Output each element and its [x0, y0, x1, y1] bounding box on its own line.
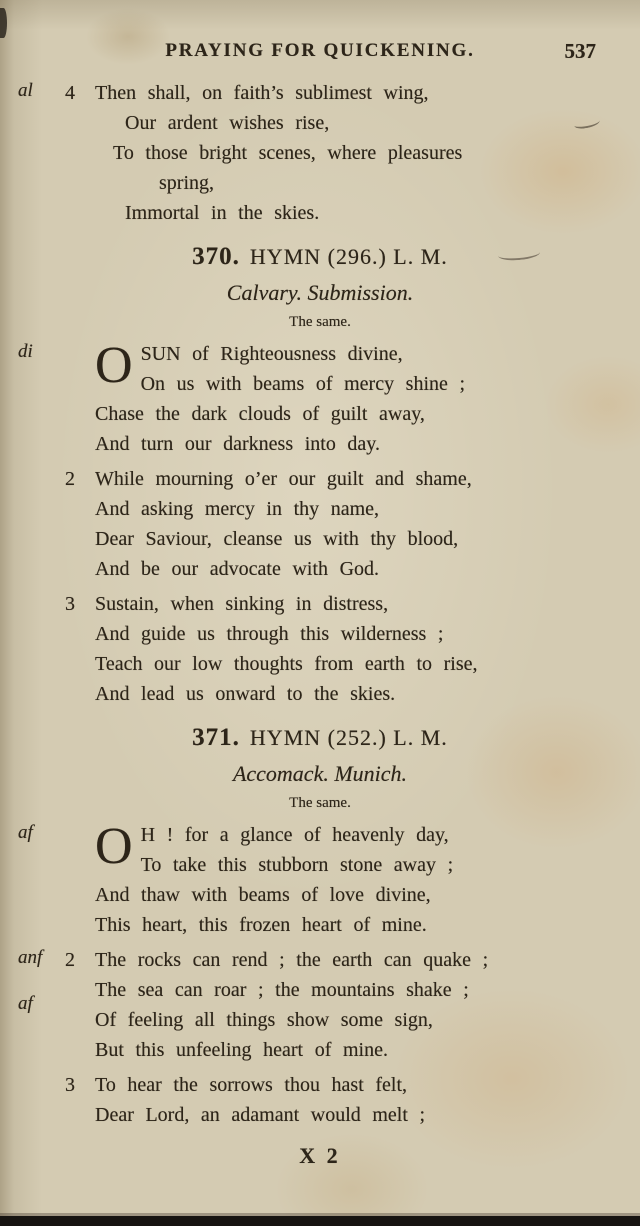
hymn-370-verse-1 — [18, 337, 614, 459]
hymn-number: 371. — [192, 724, 240, 751]
verse-line: Chase the dark clouds of guilt away, — [95, 403, 425, 425]
verse-number: 3 — [65, 593, 75, 615]
continued-verse-4 — [18, 78, 614, 228]
verse-line: To take this stubborn stone away ; — [140, 854, 454, 876]
verse-line: And asking mercy in thy name, — [95, 498, 380, 520]
signature-mark: X 2 — [299, 1143, 341, 1168]
verse-line: Immortal in the skies. — [125, 202, 320, 224]
verse-line: Then shall, on faith’s sublimest wing, — [95, 82, 429, 104]
verse-line: The sea can roar ; the mountains shake ; — [95, 979, 469, 1001]
margin-note: af — [18, 822, 33, 843]
dropcap-letter: O — [95, 818, 133, 875]
verse-line: But this unfeeling heart of mine. — [95, 1039, 388, 1061]
hymn-371-verse-3 — [65, 1070, 614, 1130]
hymn-371-heading — [0, 723, 640, 756]
verse-line: Dear Lord, an adamant would melt ; — [95, 1104, 426, 1126]
margin-note: af — [18, 993, 33, 1014]
margin-note: anf — [18, 947, 43, 968]
verse-line: Sustain, when sinking in distress, — [95, 593, 389, 615]
verse-line: And thaw with beams of love divine, — [95, 884, 431, 906]
hymn-370-verse-2 — [65, 464, 614, 584]
verse-number: 3 — [65, 1074, 75, 1096]
verse-line: While mourning o’er our guilt and shame, — [95, 468, 472, 490]
margin-note: di — [18, 341, 33, 362]
hymn-370-verse-3 — [65, 589, 614, 709]
running-header — [0, 38, 640, 64]
hymn-370-heading — [0, 242, 640, 275]
verse-line: Of feeling all things show some sign, — [95, 1009, 433, 1031]
header-title: PRAYING FOR QUICKENING. — [165, 40, 475, 61]
hymn-371-subtitle: Accomack. Munich. — [232, 761, 408, 786]
verse-line: To those bright scenes, where pleasures — [113, 142, 463, 164]
margin-note: al — [18, 80, 33, 101]
hymn-370-subtitle: Calvary. Submission. — [226, 280, 414, 305]
verse-line: Our ardent wishes rise, — [125, 112, 330, 134]
hymn-title: HYMN (252.) L. M. — [249, 725, 448, 750]
hymn-371-tune: The same. — [289, 795, 351, 811]
verse-number: 2 — [65, 949, 75, 971]
verse-line: The rocks can rend ; the earth can quake ; — [95, 949, 489, 971]
verse-number: 4 — [65, 82, 75, 104]
hymn-number: 370. — [192, 243, 240, 270]
verse-line: spring, — [159, 172, 214, 194]
verse-line: On us with beams of mercy shine ; — [140, 373, 466, 395]
dropcap-letter: O — [95, 337, 133, 394]
verse-line: H ! for a glance of heavenly day, — [140, 824, 449, 846]
hymn-370-tune: The same. — [289, 314, 351, 330]
page-number: 537 — [564, 39, 596, 63]
hymn-title: HYMN (296.) L. M. — [249, 244, 448, 269]
hymn-371-verse-2 — [18, 945, 614, 1065]
verse-line: SUN of Righteousness divine, — [140, 343, 403, 365]
verse-line: And be our advocate with God. — [95, 558, 380, 580]
hymn-371-verse-1 — [18, 818, 614, 940]
verse-line: And lead us onward to the skies. — [95, 683, 396, 705]
verse-line: Teach our low thoughts from earth to rise, — [95, 653, 478, 675]
verse-line: This heart, this frozen heart of mine. — [95, 914, 427, 936]
verse-line: And turn our darkness into day. — [95, 433, 380, 455]
verse-line: Dear Saviour, cleanse us with thy blood, — [95, 528, 459, 550]
verse-line: To hear the sorrows thou hast felt, — [95, 1074, 408, 1096]
verse-number: 2 — [65, 468, 75, 490]
verse-line: And guide us through this wilderness ; — [95, 623, 444, 645]
scan-edge — [0, 1216, 640, 1226]
